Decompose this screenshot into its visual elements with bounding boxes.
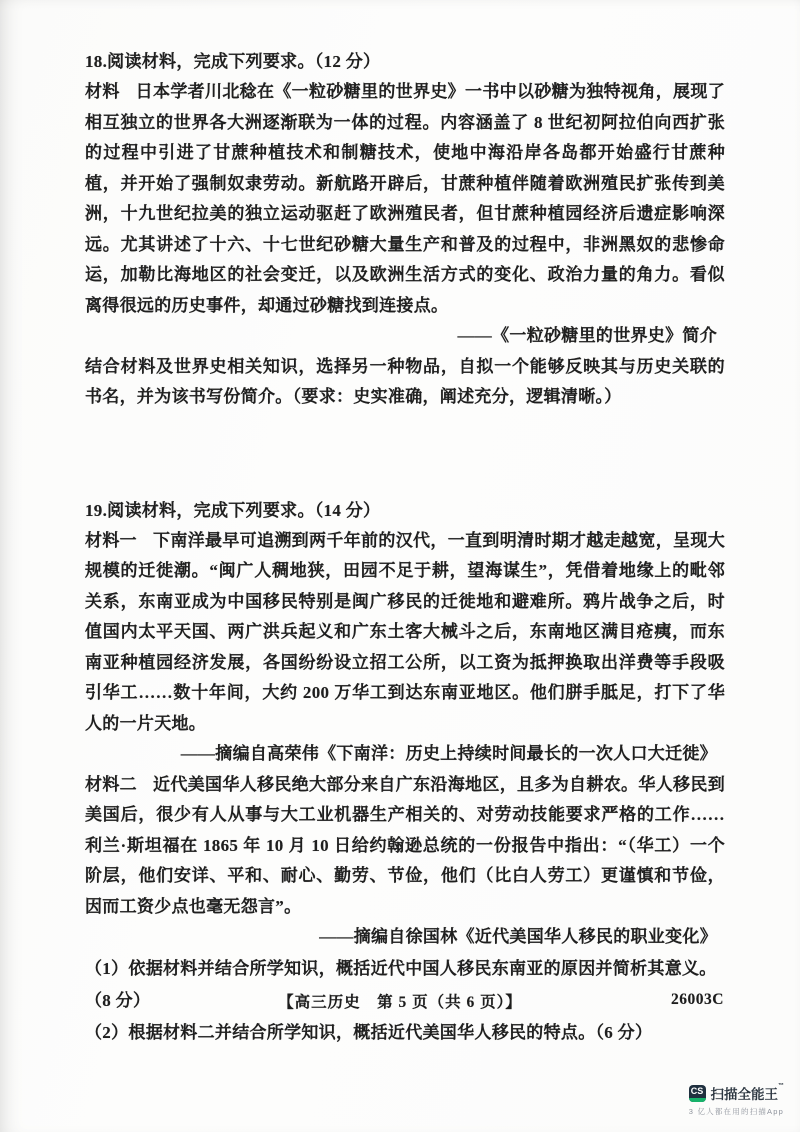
camscanner-icon-letters: CS bbox=[690, 1086, 704, 1096]
camscanner-logo-row bbox=[674, 1083, 784, 1103]
question-19-material2-text: 近代美国华人移民绝大部分来自广东沿海地区，且多为自耕农。华人移民到美国后，很少有人从事与大工业机器生产相关的、对劳动技能要求严格的工作……利兰·斯坦福在 1865 年 10 月 10 日给约翰逊总统的一份报告中指出：“（华工）一个阶层，他们安详、平和、耐心、勤劳、节俭，他们（比白人劳工）更谨慎和节俭，因而工资少点也毫无怨言”。 bbox=[85, 774, 725, 916]
question-19 bbox=[85, 495, 725, 1049]
question-19-sub2: （2）根据材料二并结合所学知识，概括近代美国华人移民的特点。（6 分） bbox=[85, 1022, 653, 1042]
page-footer bbox=[0, 990, 800, 1014]
question-18-material-paragraph bbox=[85, 77, 725, 321]
question-18-task: 结合材料及世界史相关知识，选择另一种物品，自拟一个能够反映其与历史关联的书名，并为该书写份简介。（要求：史实准确，阐述充分，逻辑清晰。） bbox=[85, 356, 725, 406]
question-18 bbox=[85, 46, 725, 413]
camscanner-icon-green-strip bbox=[689, 1098, 706, 1102]
section-gap bbox=[85, 413, 725, 495]
camscanner-icon bbox=[689, 1085, 706, 1102]
question-19-source1: ——摘编自高荣伟《下南洋：历史上持续时间最长的一次人口大迁徙》 bbox=[180, 744, 717, 763]
material2-label: 材料二 bbox=[85, 774, 138, 794]
question-19-sub1: （1）依据材料并结合所学知识，概括近代中国人移民东南亚的原因并简析其意义。（8 分） bbox=[85, 958, 717, 1010]
trademark-symbol: ™ bbox=[778, 1083, 784, 1089]
camscanner-tagline: 3 亿人都在用的扫描App bbox=[688, 1107, 784, 1116]
question-19-material2-paragraph bbox=[85, 770, 725, 923]
question-19-source2: ——摘编自徐国林《近代美国华人移民的职业变化》 bbox=[319, 927, 717, 946]
question-18-material-text: 日本学者川北稔在《一粒砂糖里的世界史》一书中以砂糖为独特视角，展现了相互独立的世界各大洲逐渐联为一体的过程。内容涵盖了 8 世纪初阿拉伯向西扩张的过程中引进了甘蔗种植技术和制糖技术，使地中海沿岸各岛都开始盛行甘蔗种植，并开始了强制奴隶劳动。新航路开辟后，甘蔗种植伴随着欧洲殖民扩张传到美洲，十九世纪拉美的独立运动驱赶了欧洲殖民者，但甘蔗种植园经济后遗症影响深远。尤其讲述了十六、十七世纪砂糖大量生产和普及的过程中，非洲黑奴的悲惨命运，加勒比海地区的社会变迁，以及欧洲生活方式的变化、政治力量的角力。看似离得很远的历史事件，却通过砂糖找到连接点。 bbox=[85, 82, 725, 315]
material1-label: 材料一 bbox=[85, 530, 138, 550]
footer-page-label: 【高三历史 第 5 页（共 6 页）】 bbox=[278, 994, 522, 1011]
question-19-material1-text: 下南洋最早可追溯到两千年前的汉代，一直到明清时期才越走越宽，呈现大规模的迁徙潮。“闽广人稠地狭，田园不足于耕，望海谋生”，凭借着地缘上的毗邻关系，东南亚成为中国移民特别是闽广移民的迁徙地和避难所。鸦片战争之后，时值国内太平天国、两广洪兵起义和广东土客大械斗之后，东南地区满目疮痍，而东南亚种植园经济发展，各国纷纷设立招工公所，以工资为抵押换取出洋费等手段吸引华工……数十年间，大约 200 万华工到达东南亚地区。他们胼手胝足，打下了华人的一片天地。 bbox=[85, 530, 725, 733]
material-label: 材料 bbox=[85, 82, 120, 101]
question-19-material1-paragraph bbox=[85, 526, 725, 740]
footer-paper-code: 26003C bbox=[671, 991, 724, 1008]
page-content bbox=[85, 46, 725, 1049]
question-19-heading: 19.阅读材料，完成下列要求。（14 分） bbox=[85, 500, 381, 520]
camscanner-watermark bbox=[674, 1083, 784, 1117]
question-18-heading: 18.阅读材料，完成下列要求。（12 分） bbox=[85, 52, 381, 71]
question-18-source: ——《一粒砂糖里的世界史》简介 bbox=[457, 326, 717, 345]
camscanner-brand-name: 扫描全能王™ bbox=[710, 1083, 784, 1102]
